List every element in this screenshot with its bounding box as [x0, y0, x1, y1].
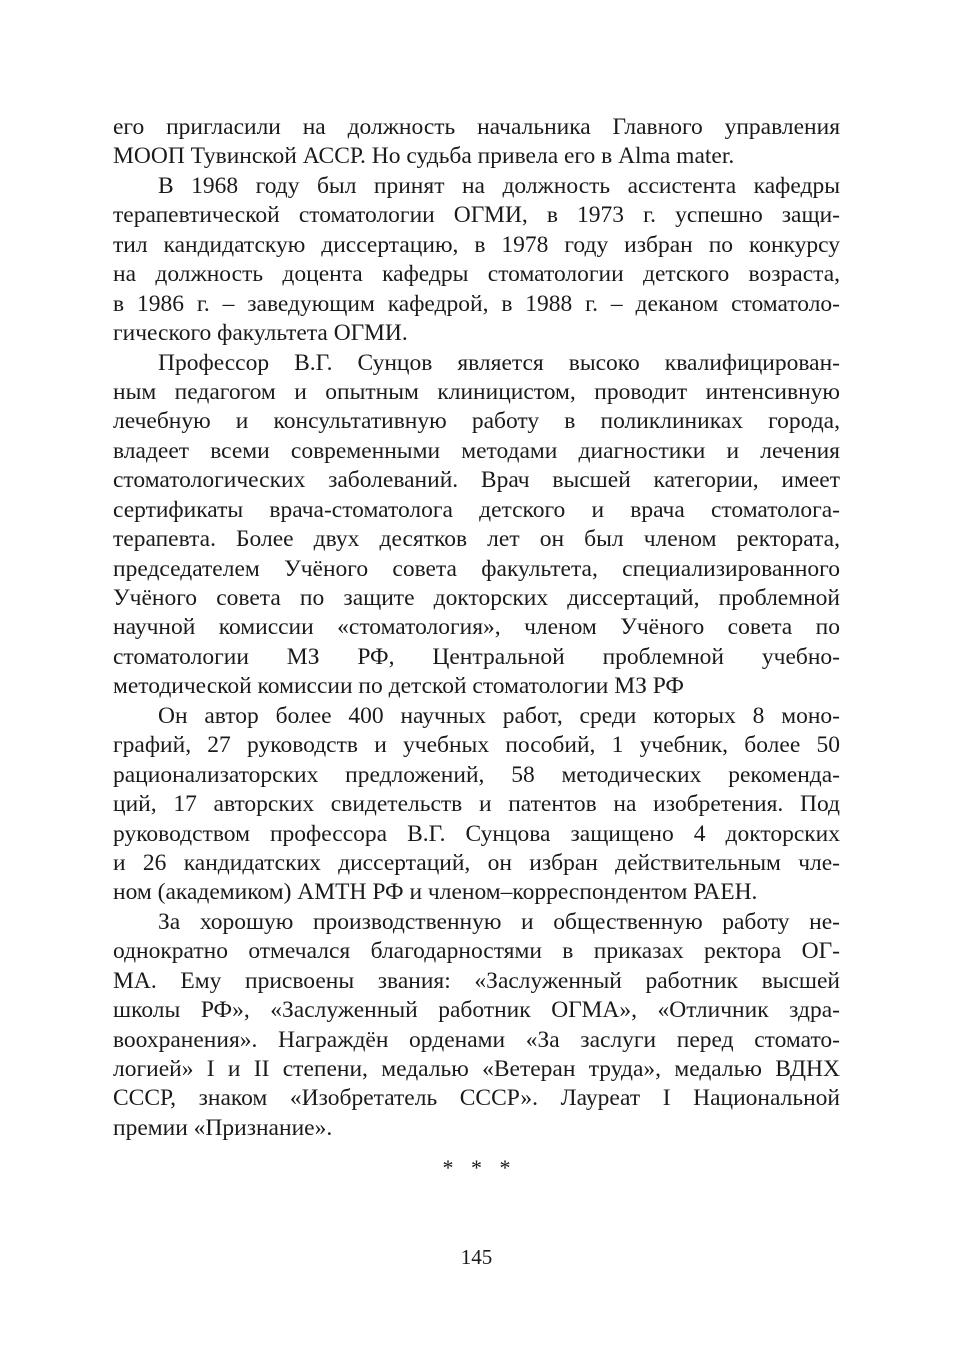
text-line: методической комиссии по детской стоматологии МЗ РФ — [113, 673, 684, 700]
paragraph-5 — [113, 908, 840, 1144]
text-line: руководством профессора В.Г. Сунцова защищено 4 докторских — [113, 820, 840, 847]
text-line: научной комиссии «стоматология», членом Учёного совета по — [113, 614, 840, 641]
text-line: в 1986 г. – заведующим кафедрой, в 1988 г. – деканом стоматоло- — [113, 290, 840, 317]
text-line: сертификаты врача-стоматолога детского и врача стоматолога- — [113, 496, 840, 523]
text-line: премии «Признание». — [113, 1114, 333, 1141]
text-line: СССР, знаком «Изобретатель СССР». Лауреат I Национальной — [113, 1085, 840, 1112]
text-line: однократно отмечался благодарностями в приказах ректора ОГ- — [113, 938, 840, 965]
text-line: терапевта. Более двух десятков лет он был членом ректората, — [113, 526, 840, 553]
text-line: и 26 кандидатских диссертаций, он избран действительным чле- — [113, 849, 840, 876]
text-line: воохранения». Награждён орденами «За заслуги перед стомато- — [113, 1026, 840, 1053]
text-line: тил кандидатскую диссертацию, в 1978 году избран по конкурсу — [113, 231, 840, 258]
text-line: За хорошую производственную и общественную работу не- — [158, 908, 840, 935]
text-line: лечебную и консультативную работу в поликлиниках города, — [113, 408, 840, 435]
text-line: Учёного совета по защите докторских диссертаций, проблемной — [113, 585, 840, 611]
text-line: МА. Ему присвоены звания: «Заслуженный работник высшей — [113, 967, 840, 994]
text-line: председателем Учёного совета факультета, специализированного — [113, 555, 840, 582]
paragraph-3 — [113, 349, 840, 702]
text-line: гического факультета ОГМИ. — [113, 320, 408, 347]
text-line: МООП Тувинской АССР. Но судьба привела его в Alma mater. — [113, 143, 735, 170]
paragraph-4 — [113, 702, 840, 908]
page-number: 145 — [460, 1245, 493, 1269]
text-line: стоматологии МЗ РФ, Центральной проблемной учебно- — [113, 643, 840, 670]
text-line: В 1968 году был принят на должность ассистента кафедры — [158, 172, 840, 199]
text-line: ном (академиком) АМТН РФ и членом–корреспондентом РАЕН. — [113, 879, 758, 906]
text-line: графий, 27 руководств и учебных пособий, 1 учебник, более 50 — [113, 732, 840, 759]
text-line: его пригласили на должность начальника Главного управления — [113, 114, 840, 140]
text-line: владеет всеми современными методами диагностики и лечения — [113, 437, 840, 464]
text-line: стоматологических заболеваний. Врач высшей категории, имеет — [113, 467, 840, 494]
paragraph-1 — [113, 113, 840, 172]
text-line: на должность доцента кафедры стоматологии детского возраста, — [113, 261, 840, 288]
text-line: ций, 17 авторских свидетельств и патентов на изобретения. Под — [113, 791, 840, 818]
section-divider: * * * — [442, 1155, 517, 1180]
text-line: ным педагогом и опытным клиницистом, проводит интенсивную — [113, 378, 840, 405]
paragraph-2 — [113, 172, 840, 349]
text-line: Он автор более 400 научных работ, среди которых 8 моно- — [158, 702, 840, 729]
text-line: Профессор В.Г. Сунцов является высоко квалифицирован- — [158, 349, 840, 376]
text-line: терапевтической стоматологии ОГМИ, в 1973 г. успешно защи- — [113, 202, 840, 229]
text-line: логией» I и II степени, медалью «Ветеран труда», медалью ВДНХ — [113, 1056, 840, 1082]
body-text — [113, 113, 840, 1143]
text-line: школы РФ», «Заслуженный работник ОГМА», «Отличник здра- — [113, 997, 840, 1024]
text-line: рационализаторских предложений, 58 методических рекоменда- — [113, 761, 840, 788]
